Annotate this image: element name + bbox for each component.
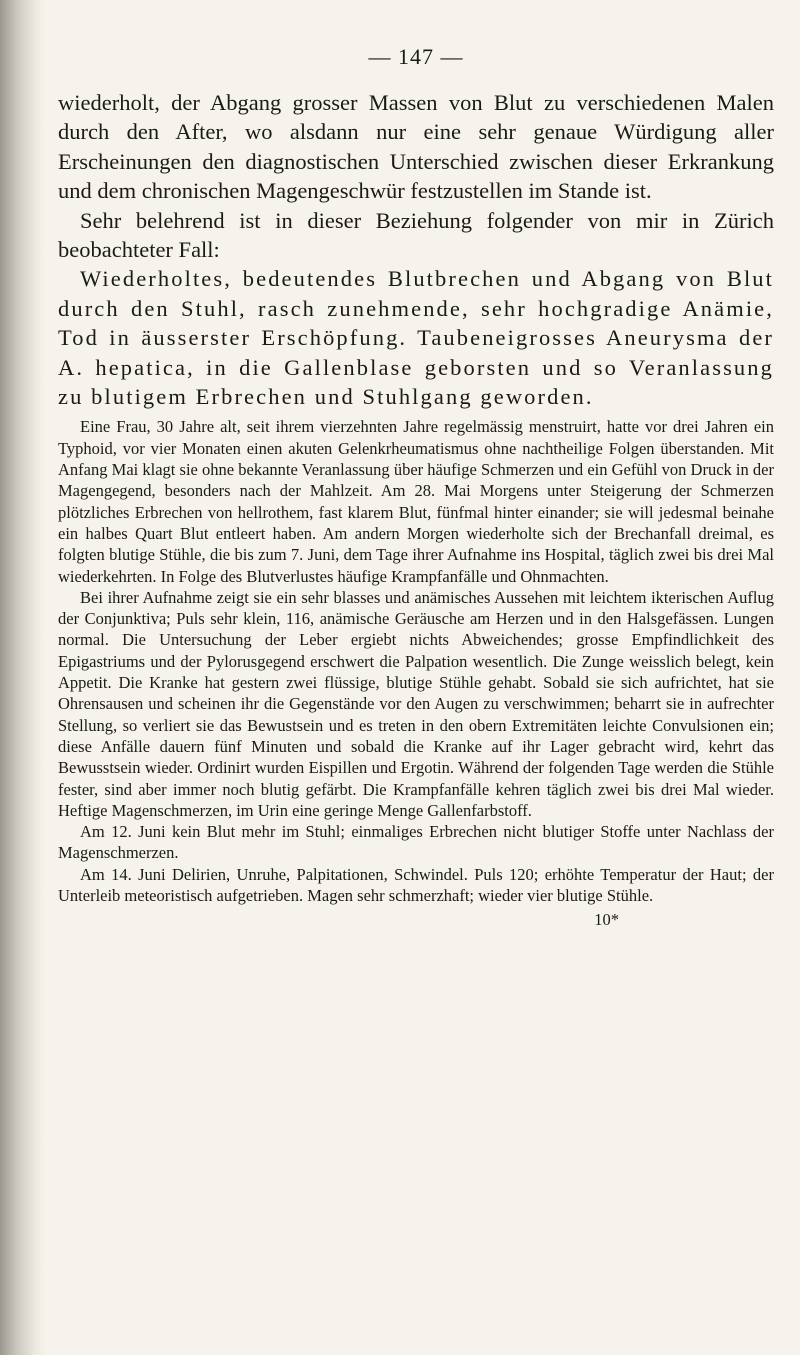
case-report: [58, 416, 774, 906]
case-paragraph-history: Eine Frau, 30 Jahre alt, seit ihrem vierzehnten Jahre regelmässig menstruirt, hatte vor drei Jahren ein Typhoid, vor vier Monaten einen akuten Gelenkrheumatismus ohne nachtheilige Folgen überstanden. Mit Anfang Mai klagt sie ohne bekannte Veranlassung über häufige Schmerzen und ein Gefühl von Druck in der Magengegend, besonders nach der Mahlzeit. Am 28. Mai Morgens unter Steigerung der Schmerzen plötzliches Erbrechen von hellrothem, fast klarem Blut, fünfmal hinter einander; sie will jedesmal beinahe ein halbes Quart Blut entleert haben. Am andern Morgen wiederholte sich der Brechanfall dreimal, es folgten blutige Stühle, die bis zum 7. Juni, dem Tage ihrer Aufnahme ins Hospital, täglich zwei bis drei Mal wiederkehrten. In Folge des Blutverlustes häufige Krampfanfälle und Ohnmachten.: [58, 417, 774, 586]
signature-mark: 10*: [594, 910, 619, 930]
case-heading: Wiederholtes, bedeutendes Blutbrechen und Abgang von Blut durch den Stuhl, rasch zunehmende, sehr hochgradige Anämie, Tod in äusserster Erschöpfung. Taubeneigrosses Aneurysma der A. hepatica, in die Gallenblase geborsten und so Veranlassung zu blutigem Erbrechen und Stuhlgang geworden.: [58, 266, 774, 410]
case-paragraph-june-14: Am 14. Juni Delirien, Unruhe, Palpitationen, Schwindel. Puls 120; erhöhte Temperatur der Haut; der Unterleib meteoristisch aufgetrieben. Magen sehr schmerzhaft; wieder vier blutige Stühle.: [58, 864, 774, 905]
case-paragraph-june-12: Am 12. Juni kein Blut mehr im Stuhl; einmaliges Erbrechen nicht blutiger Stoffe unter Nachlass der Magenschmerzen.: [58, 822, 774, 863]
book-binding-shadow: [0, 0, 46, 1355]
intro-paragraph: wiederholt, der Abgang grosser Massen von Blut zu verschiedenen Malen durch den After, wo alsdann nur eine sehr genaue Würdigung aller Erscheinungen den diagnostischen Unterschied zwischen dieser Erkrankung und dem chronischen Magengeschwür festzustellen im Stande ist.: [58, 90, 774, 204]
page-number: — 147 —: [368, 44, 464, 69]
case-paragraph-admission: Bei ihrer Aufnahme zeigt sie ein sehr blasses und anämisches Aussehen mit leichtem ikterischen Auflug der Conjunktiva; Puls sehr klein, 116, anämische Geräusche am Herzen und in den Halsgefässen. Lungen normal. Die Untersuchung der Leber ergiebt nichts Abweichendes; grosse Empfindlichkeit des Epigastriums und der Pylorusgegend erschwert die Palpation wesentlich. Die Zunge weisslich belegt, kein Appetit. Die Kranke hat gestern zwei flüssige, blutige Stühle gehabt. Sobald sie sich aufrichtet, hat sie Ohrensausen und scheinen ihr die Gegenstände vor den Augen zu verschwimmen; beharrt sie in aufrechter Stellung, so verliert sie das Bewustsein und es treten in den obern Extremitäten leichte Convulsionen ein; diese Anfälle dauern fünf Minuten und sobald die Kranke auf ihr Lager gebracht wird, kehrt das Bewusstsein wieder. Ordinirt wurden Eispillen und Ergotin. Während der folgenden Tage werden die Stühle fester, sind aber immer noch blutig gefärbt. Die Krampfanfälle kehren täglich zwei bis drei Mal wieder. Heftige Magenschmerzen, im Urin eine geringe Menge Gallenfarbstoff.: [58, 587, 774, 820]
main-text-block: [58, 88, 774, 264]
book-page: [58, 42, 774, 931]
lead-paragraph: Sehr belehrend ist in dieser Beziehung folgender von mir in Zürich beobachteter Fall:: [58, 207, 774, 263]
